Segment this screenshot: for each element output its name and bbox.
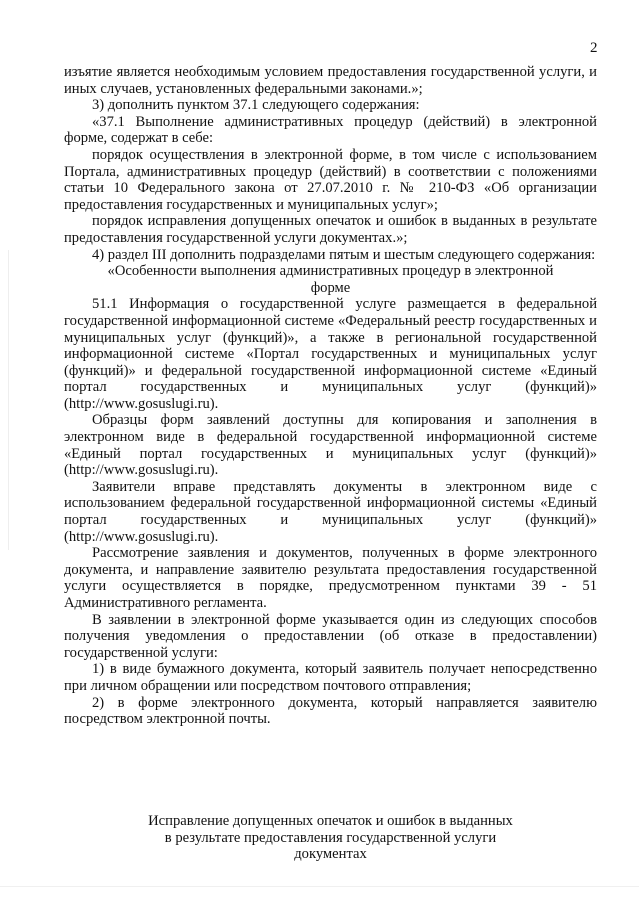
paragraph-14: 2) в форме электронного документа, который направляется заявителю посредством электронной почты. — [64, 694, 597, 728]
subsection-title: «Особенности выполнения административных процедур в электронной форме — [107, 263, 554, 296]
paragraph-1: изъятие является необходимым условием предоставления государственной услуги, и иных случаев, установленных федеральными законами.»; — [64, 64, 597, 97]
document-body — [64, 64, 597, 728]
paragraph-5: порядок исправления допущенных опечаток и ошибок в выданных в результате предоставления государственной услуги документах.»; — [64, 213, 597, 246]
paragraph-8: 51.1 Информация о государственной услуге размещается в федеральной государственной информационной системе «Федеральный реестр государственных и муниципальных услуг (функций)», а также в региональной государственной информационной системе «Портал государственных и муниципальных услуг (функций)» и федеральной государственной информационной системе «Единый портал государственных и муниципальных услуг (функций)» (http://www.gosuslugi.ru). — [64, 296, 597, 412]
heading-line-3: документах — [294, 846, 367, 863]
paragraph-6: 4) раздел III дополнить подразделами пятым и шестым следующего содержания: — [92, 246, 596, 263]
paragraph-4: порядок осуществления в электронной форме, в том числе с использованием Портала, административных процедур (действий) в соответствии с положениями статьи 10 Федерального закона от 27.07.2010 г. № 210-ФЗ «Об организации предоставления государственных и муниципальных услуг»; — [64, 146, 597, 213]
heading-line-2: в результате предоставления государственной услуги — [164, 829, 497, 846]
scan-edge-mark — [8, 250, 9, 550]
page-number: 2 — [590, 40, 598, 56]
paragraph-10: Заявители вправе представлять документы в электронном виде с использованием федеральной государственной информационной системы «Единый портал государственных и муниципальных услуг (функций)» (http://www.gosuslugi.ru). — [64, 478, 597, 545]
paragraph-13: 1) в виде бумажного документа, который заявитель получает непосредственно при личном обращении или посредством почтового отправления; — [64, 661, 597, 694]
scan-bottom-edge — [0, 886, 639, 887]
paragraph-2: 3) дополнить пунктом 37.1 следующего содержания: — [92, 97, 420, 114]
paragraph-11: Рассмотрение заявления и документов, полученных в форме электронного документа, и направление заявителю результата предоставления государственной услуги осуществляется в порядке, предусмотренном пунктами 39 - 51 Административного регламента. — [64, 545, 597, 611]
section-heading — [64, 813, 597, 863]
paragraph-9: Образцы форм заявлений доступны для копирования и заполнения в электронном виде в федеральной государственной информационной системе «Единый портал государственных и муниципальных услуг (функций)» (http://www.gosuslugi.ru). — [64, 412, 597, 479]
paragraph-12: В заявлении в электронной форме указывается один из следующих способов получения уведомления о предоставлении (об отказе в предоставлении) государственной услуги: — [64, 611, 597, 661]
paragraph-3: «37.1 Выполнение административных процедур (действий) в электронной форме, содержат в себе: — [64, 113, 597, 147]
heading-line-1: Исправление допущенных опечаток и ошибок в выданных — [148, 813, 513, 829]
